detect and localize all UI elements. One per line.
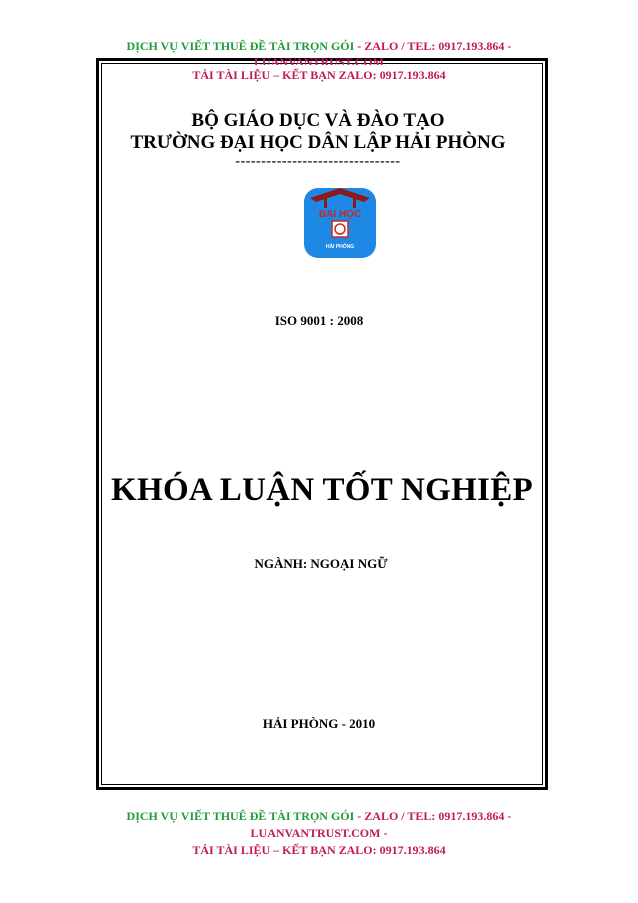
bottom-banner-download-text: TẢI TÀI LIỆU – KẾT BẠN ZALO: 0917.193.864 [192, 843, 446, 857]
logo-text-bottom: HẢI PHÒNG [325, 244, 355, 250]
bottom-banner-website-link[interactable]: LUANVANTRUST.COM - [250, 826, 388, 840]
logo-pillar-right [353, 198, 356, 208]
page-border-inner [101, 63, 543, 785]
top-banner-service-text: DỊCH VỤ VIẾT THUÊ ĐỀ TÀI TRỌN GÓI [126, 39, 355, 53]
institution-header [75, 110, 561, 170]
top-banner-line-1: DỊCH VỤ VIẾT THUÊ ĐỀ TÀI TRỌN GÓI - ZALO / TEL: 0917.193.864 - [126, 39, 512, 53]
logo-text-top: ĐẠI HỌC [318, 209, 362, 220]
bottom-ad-banner [0, 808, 638, 859]
iso-certification: ISO 9001 : 2008 [274, 313, 364, 328]
header-divider: -------------------------------- [235, 154, 401, 169]
top-ad-banner [0, 38, 638, 82]
major-field: NGÀNH: NGOẠI NGỮ [254, 556, 388, 571]
university-logo [302, 184, 378, 260]
bottom-banner-line-1: DỊCH VỤ VIẾT THUÊ ĐỀ TÀI TRỌN GÓI - ZALO / TEL: 0917.193.864 - [126, 809, 512, 823]
bottom-banner-contact-text: ZALO / TEL: 0917.193.864 - [364, 809, 512, 823]
bottom-banner-service-text: DỊCH VỤ VIẾT THUÊ ĐỀ TÀI TRỌN GÓI [126, 809, 355, 823]
ministry-name: BỘ GIÁO DỤC VÀ ĐÀO TẠO [191, 110, 445, 131]
top-banner-download-text: TẢI TÀI LIỆU – KẾT BẠN ZALO: 0917.193.864 [192, 68, 446, 82]
place-and-year: HẢI PHÒNG - 2010 [262, 716, 376, 731]
document-title: KHÓA LUẬN TỐT NGHIỆP [111, 472, 533, 508]
university-name: TRƯỜNG ĐẠI HỌC DÂN LẬP HẢI PHÒNG [130, 132, 506, 153]
logo-pillar-left [324, 198, 327, 208]
top-banner-contact-text: ZALO / TEL: 0917.193.864 - [364, 39, 512, 53]
top-banner-website-link[interactable]: LUANVANTRUST.COM [254, 55, 384, 65]
